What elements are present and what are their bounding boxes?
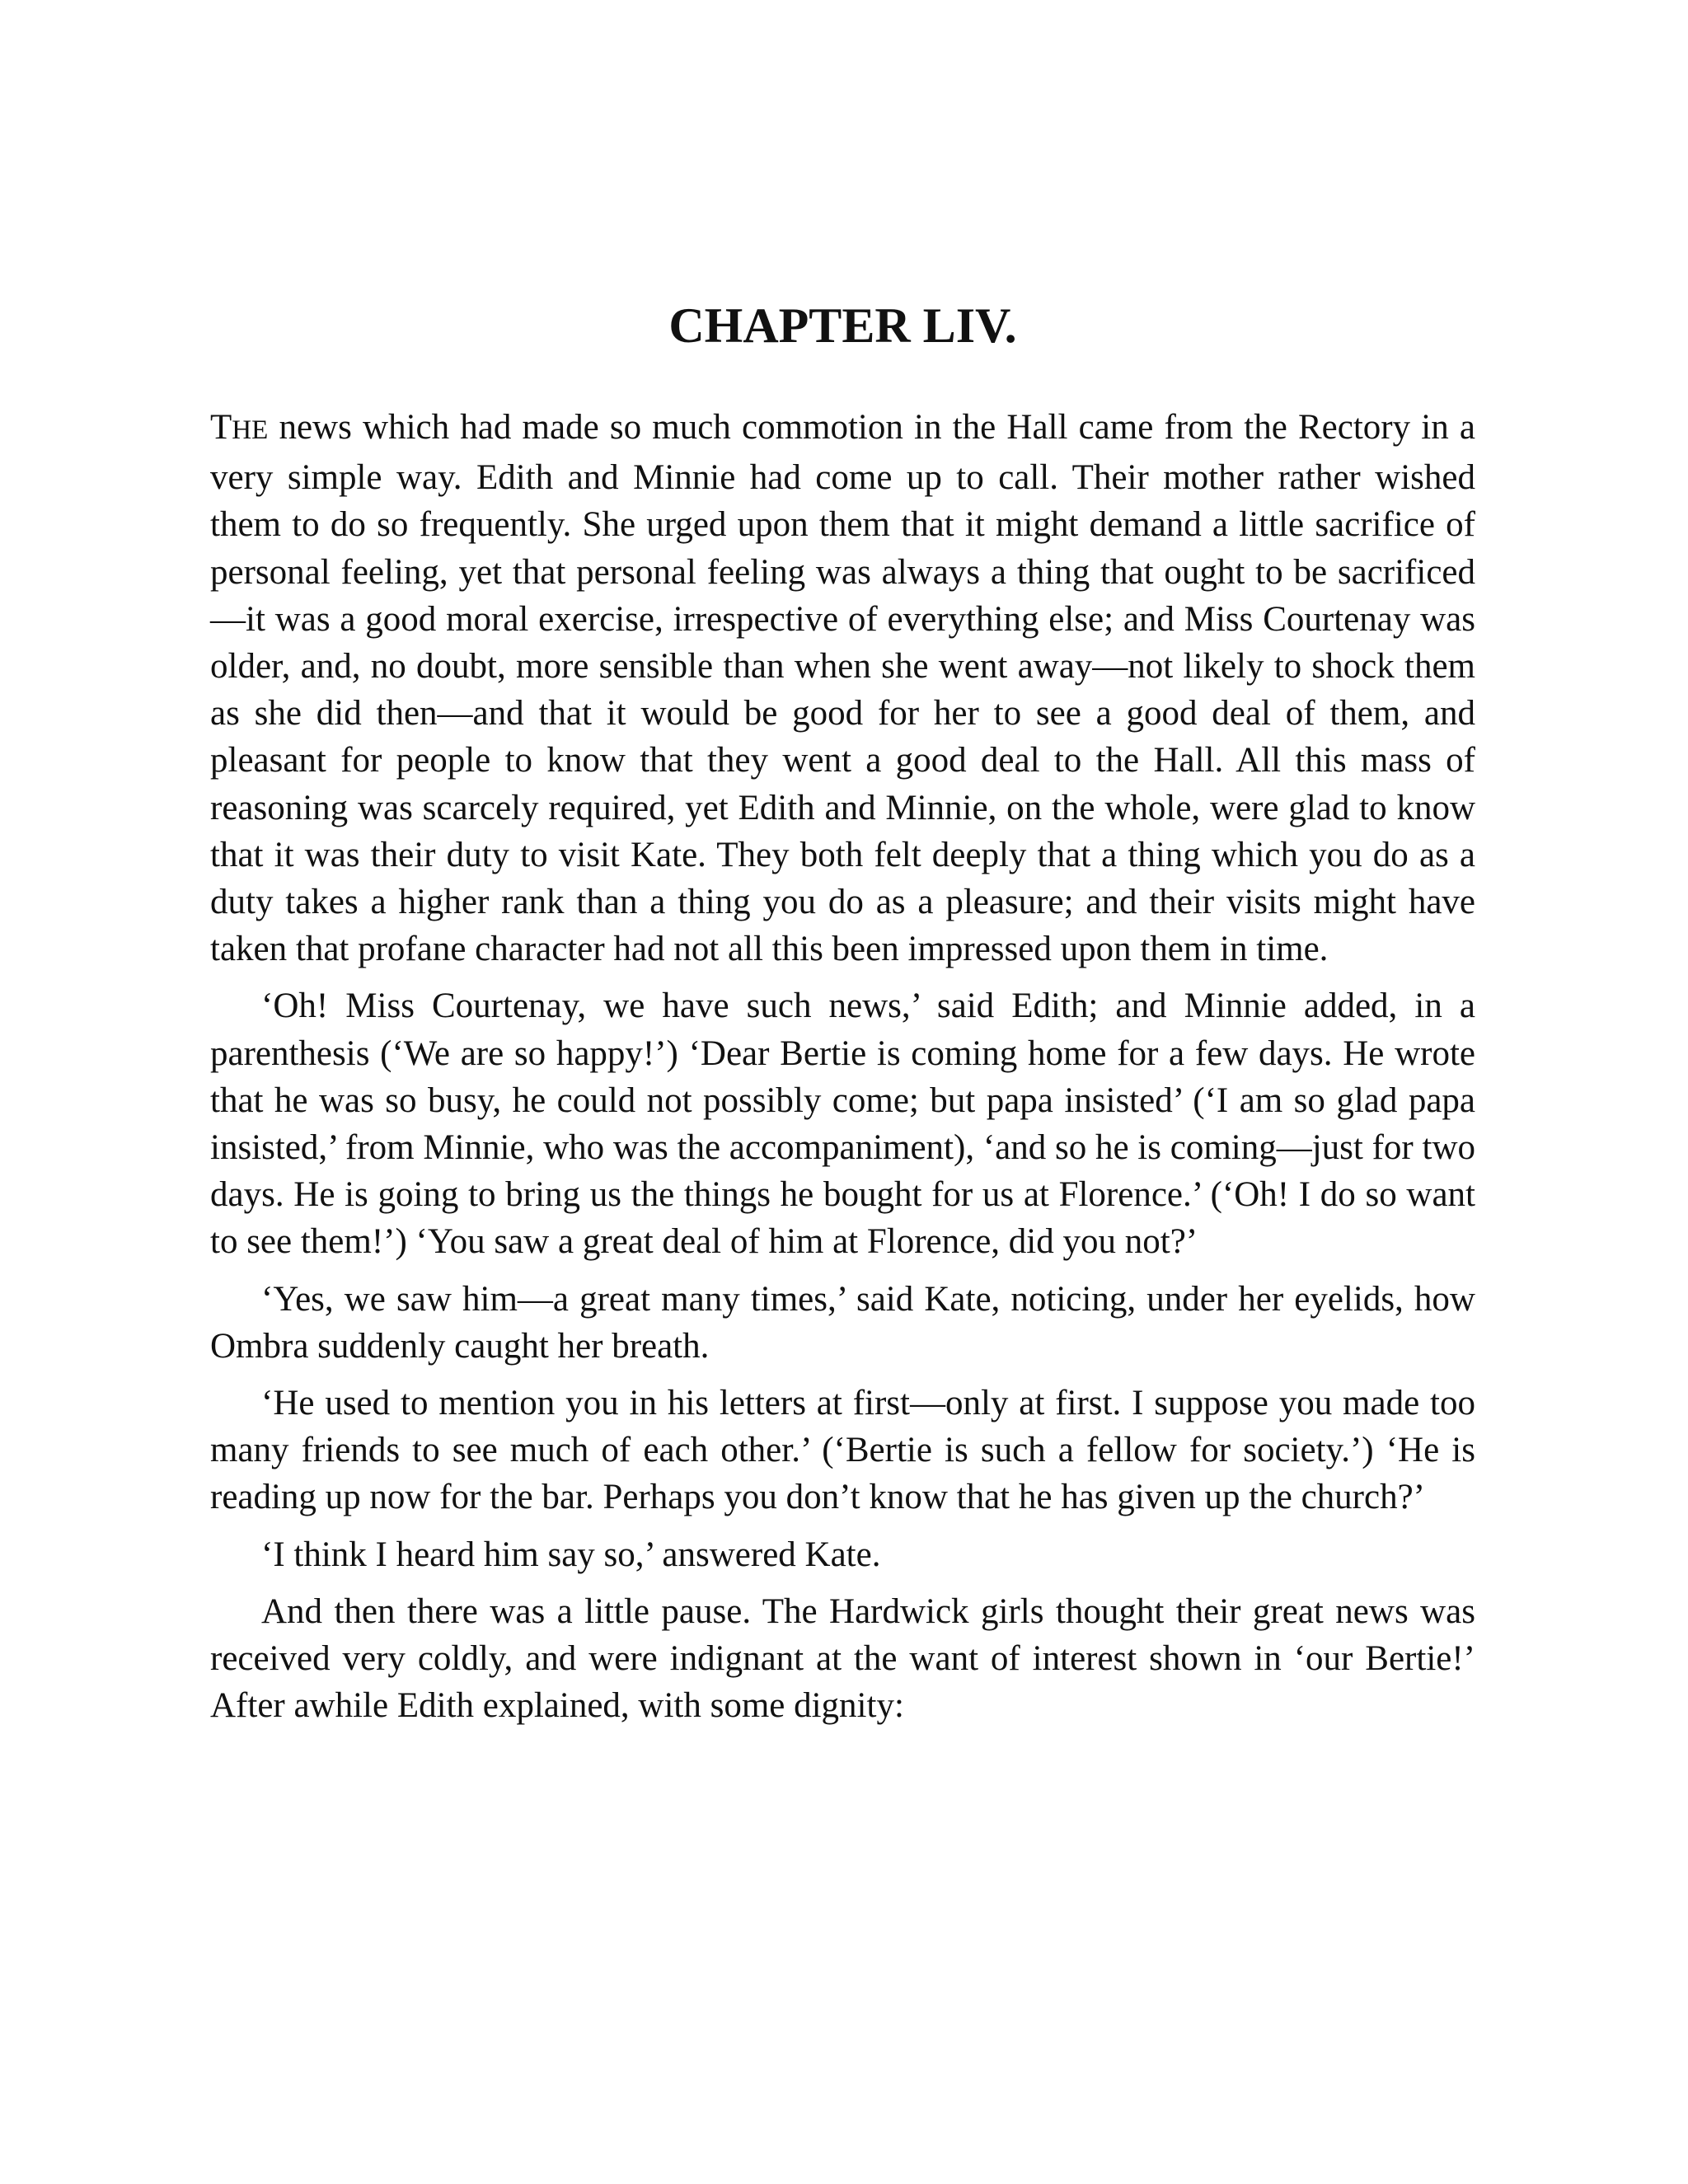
paragraph-6: And then there was a little pause. The Hardwick girls thought their great news was received very coldly, and were indignant at the want of interest shown in ‘our Bertie!’ After awhile Edith explained, with some dignity: xyxy=(210,1591,1475,1726)
paragraph-4: ‘He used to mention you in his letters at first—only at first. I suppose you made too many friends to see much of each other.’ (‘Bertie is such a fellow for society.’) ‘He is reading up now for the bar. Perhaps you don’t know that he has given up the church?’ xyxy=(210,1384,1475,1517)
book-page xyxy=(210,297,1475,1739)
small-caps-initial: T xyxy=(210,408,232,447)
paragraph-text: news which had made so much commotion in the Hall came from the Rectory in a very simple way. Edith and Minnie had come up to call. Their mother rather wished them to do so frequently. She urged upon them that it might demand a little sacrifice of personal feeling, yet that personal feeling was always a thing that ought to be sacrificed—it was a good moral exercise, irrespective of everything else; and Miss Courtenay was older, and, no doubt, more sensible than when she went away—not likely to shock them as she did then—and that it would be good for her to see a good deal of them, and pleasant for people to know that they went a good deal to the Hall. All this mass of reasoning was scarcely required, yet Edith and Minnie, on the whole, were glad to know that it was their duty to visit Kate. They both felt deeply that a thing which you do as a duty takes a higher rank than a thing you do as a pleasure; and their visits might have taken that profane character had not all this been impressed upon them in time. xyxy=(210,408,1475,969)
paragraph-1 xyxy=(210,404,1475,972)
chapter-title: CHAPTER LIV. xyxy=(668,298,1017,353)
paragraph-3: ‘Yes, we saw him—a great many times,’ said Kate, noticing, under her eyelids, how Ombra suddenly caught her breath. xyxy=(210,1279,1475,1366)
small-caps-rest: HE xyxy=(232,415,269,445)
paragraph-5: ‘I think I heard him say so,’ answered Kate. xyxy=(261,1535,881,1574)
paragraph-2: ‘Oh! Miss Courtenay, we have such news,’ said Edith; and Minnie added, in a parenthesis (‘We are so happy!’) ‘Dear Bertie is coming home for a few days. He wrote that he was so busy, he could not possibly come; but papa insisted’ (‘I am so glad papa insisted,’ from Minnie, who was the accompaniment), ‘and so he is coming—just for two days. He is going to bring us the things he bought for us at Florence.’ (‘Oh! I do so want to see them!’) ‘You saw a great deal of him at Florence, did you not?’ xyxy=(210,987,1475,1262)
